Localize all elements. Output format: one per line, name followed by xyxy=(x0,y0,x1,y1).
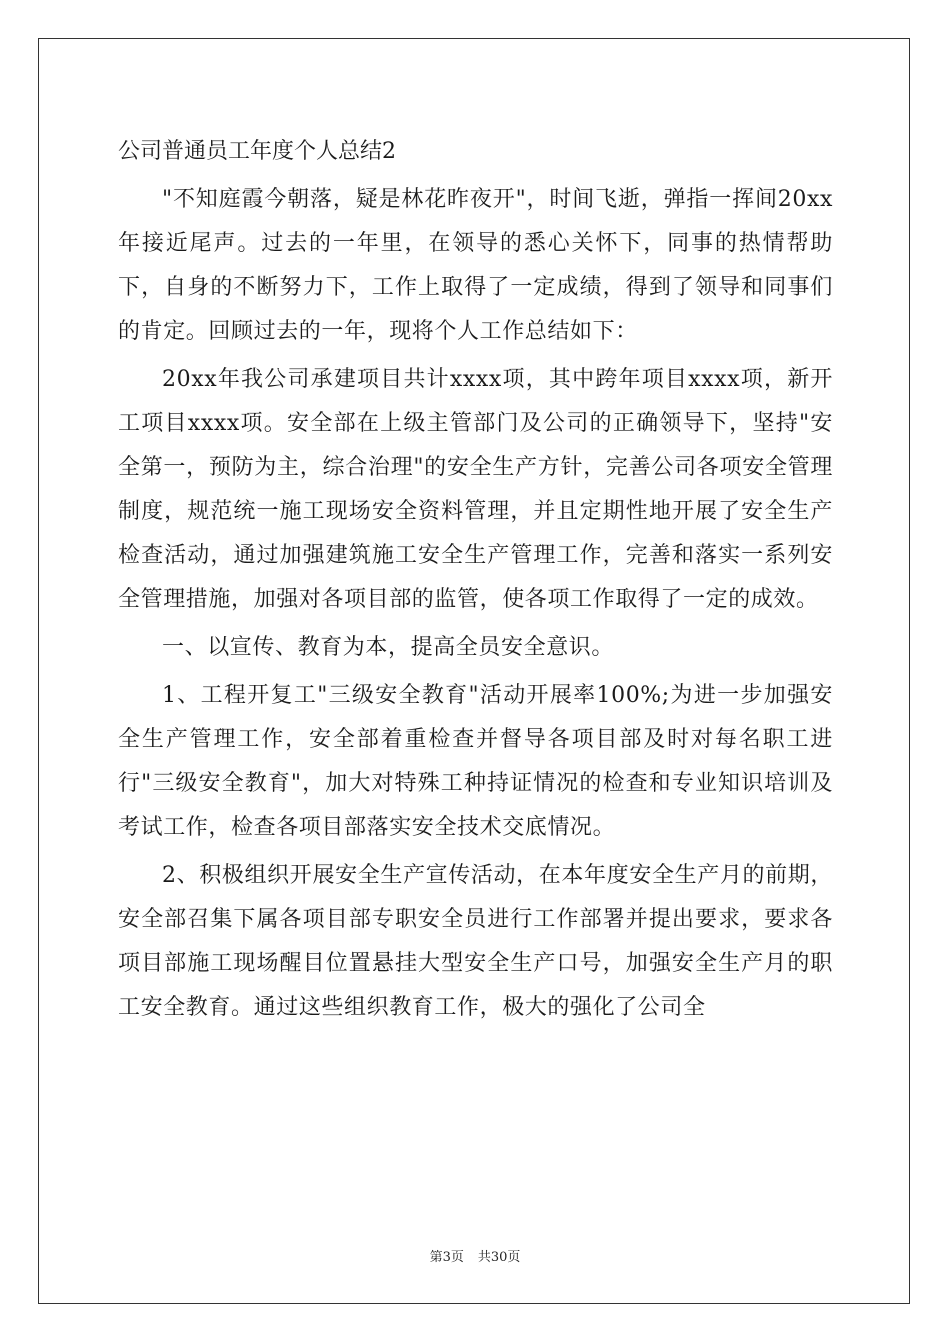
page-total: 共30页 xyxy=(477,1250,521,1265)
document-body xyxy=(118,130,833,1030)
page-number: 第3页 xyxy=(429,1250,464,1265)
paragraph-projects: 20xx年我公司承建项目共计xxxx项，其中跨年项目xxxx项，新开工项目xxxx项。安全部在上级主管部门及公司的正确领导下，坚持"安全第一，预防为主，综合治理"的安全生产方针，完善公司各项安全管理制度，规范统一施工现场安全资料管理，并且定期性地开展了安全生产检查活动，通过加强建筑施工安全生产管理工作，完善和落实一系列安全管理措施，加强对各项目部的监管，使各项工作取得了一定的成效。 xyxy=(118,367,833,612)
paragraph-item-1: 1、工程开复工"三级安全教育"活动开展率100%;为进一步加强安全生产管理工作，安全部着重检查并督导各项目部及时对每名职工进行"三级安全教育"，加大对特殊工种持证情况的检查和专业知识培训及考试工作，检查各项目部落实安全技术交底情况。 xyxy=(118,683,833,840)
page-footer xyxy=(0,1246,950,1265)
document-title: 公司普通员工年度个人总结2 xyxy=(118,139,396,164)
paragraph-intro: "不知庭霞今朝落，疑是林花昨夜开"，时间飞逝，弹指一挥间20xx年接近尾声。过去的一年里，在领导的悉心关怀下，同事的热情帮助下，自身的不断努力下，工作上取得了一定成绩，得到了领导和同事们的肯定。回顾过去的一年，现将个人工作总结如下： xyxy=(118,187,833,344)
paragraph-item-2: 2、积极组织开展安全生产宣传活动，在本年度安全生产月的前期，安全部召集下属各项目部专职安全员进行工作部署并提出要求，要求各项目部施工现场醒目位置悬挂大型安全生产口号，加强安全生产月的职工安全教育。通过这些组织教育工作，极大的强化了公司全 xyxy=(118,863,833,1020)
section-heading: 一、以宣传、教育为本，提高全员安全意识。 xyxy=(162,635,615,660)
